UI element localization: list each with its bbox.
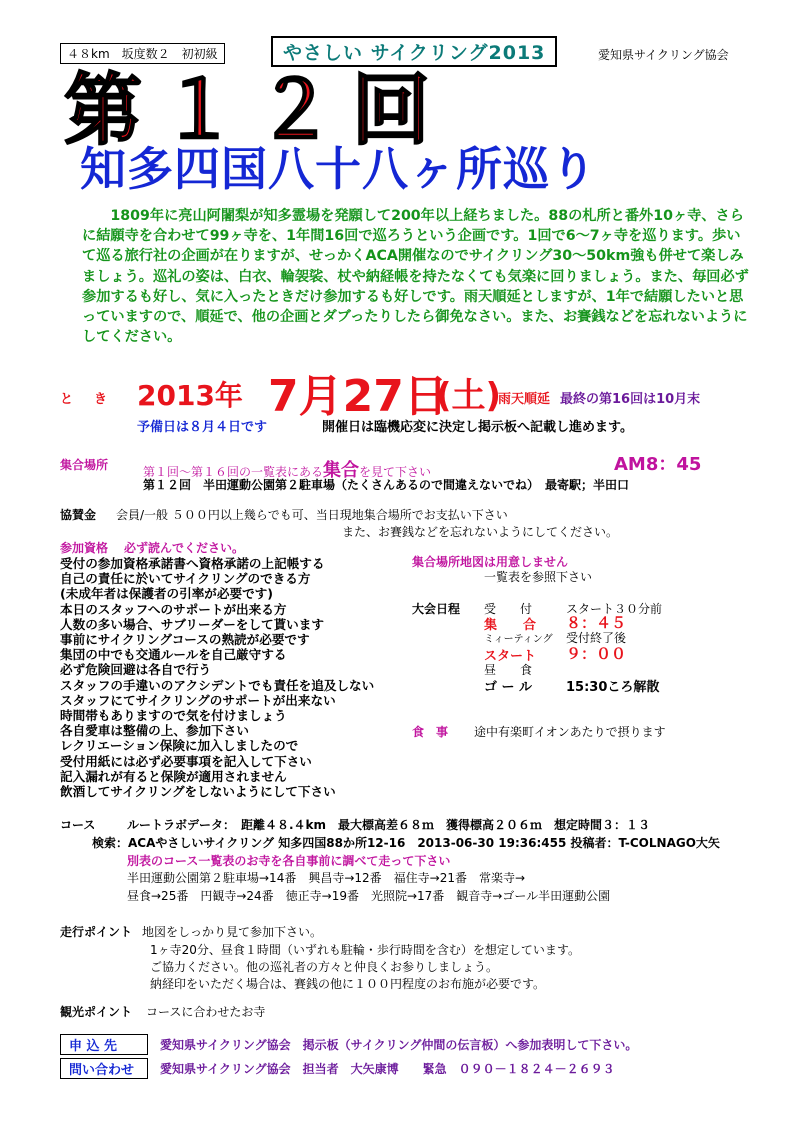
qualification-item: 本日のスタッフへのサポートが出来る方 [60,601,287,617]
riding-points-label: 走行ポイント [60,925,133,939]
riding-point-2: 1ヶ寺20分、昼食１時間（いずれも駐輪・歩行時間を含む）を想定しています。 [150,943,580,957]
map-note-sub: 一覧表を参照下さい [484,570,593,584]
qualification-item: スタッフにてサイクリングのサポートが出来ない [60,692,336,708]
meeting-time: AM8：45 [614,454,702,475]
qualification-note: 必ず読んでください。 [124,541,245,555]
schedule-start: スタート [484,649,537,664]
schedule-start-time: ９：００ [566,645,627,663]
schedule-label: 大会日程 [412,602,461,616]
riding-point-3: ご協力ください。他の巡礼者の方々と仲良くお参りしましょう。 [150,960,499,974]
riding-point-1: 地図をしっかり見て参加下さい。 [142,925,323,939]
course-route-data: ルートラボデータ： 距離４８.４km 最大標高差６８ｍ 獲得標高２０６ｍ 想定時間３：１３ [127,818,651,832]
course-label: コース [60,818,96,832]
qualification-item: レクリエーション保険に加入しましたので [60,738,299,754]
schedule-goal-time: 15:30ころ解散 [566,680,660,695]
schedule-lunch: 昼 食 [484,663,533,677]
qualification-item: 飲酒してサイクリングをしないようにして下さい [60,784,336,799]
sightseeing-text: コースに合わせたお寺 [146,1005,266,1019]
qualification-label: 参加資格 [60,541,109,555]
course-advice: 別表のコース一覧表のお寺を各自事前に調べて走って下さい [127,854,451,868]
organizer: 愛知県サイクリング協会 [598,48,729,62]
fee-line2: また、お賽銭などを忘れないようにしてください。 [342,525,619,539]
schedule-goal: ゴ ー ル [484,680,533,695]
qualification-item: 受付の参加資格承諾書へ資格承諾の上記帳する [60,556,325,571]
meeting-text-before: 第１回～第１６回の一覧表にある [143,465,324,479]
meeting-place: 第１２回 半田運動公園第２駐車場（たくさんあるので間違えないでね） 最寄駅；半田口 [143,478,630,492]
fee-label: 協賛金 [60,508,97,522]
map-note-title: 集合場所地図は用意しません [412,555,569,569]
meal-label: 食 事 [412,725,449,739]
riding-point-4: 納経印をいただく場合は、賽銭の他に１００円程度のお布施が必要です。 [150,977,546,991]
qualification-item: 記入漏れが有ると保険が適用されません [60,768,287,784]
contact-text: 愛知県サイクリング協会 担当者 大矢康博 緊急 ０９０－１８２４－２６９３ [160,1062,615,1076]
meeting-highlight: 集合 [323,460,360,481]
course-spec-tag: ４８km 坂度数２ 初初級 [60,43,225,64]
schedule-meeting-time: 受付終了後 [566,631,627,645]
qualification-item: スタッフの手違いのアクシデントでも責任を追及しない [60,677,375,693]
schedule-assembly-time: ８：４５ [566,614,627,632]
final-edition-note: 最終の第16回は10月末 [560,392,701,407]
qualification-item: 各自愛車は整備の上、参加下さい [60,723,249,739]
qualification-item: 自己の責任に於いてサイクリングのできる方 [60,571,311,587]
meal-text: 途中有楽町イオンあたりで摂ります [474,725,666,739]
reserve-date: 予備日は８月４日です [137,420,268,435]
qualification-item: 人数の多い場合、サブリーダーをして貰います [60,616,324,632]
application-label: 申 込 先 [60,1034,148,1055]
event-subtitle: 知多四国八十八ヶ所巡り [80,142,597,196]
edition-title: 第１２回 [64,66,449,156]
meeting-label: 集合場所 [60,458,109,472]
schedule-reception: 受 付 [484,602,533,616]
qualification-item: 集団の中でも交通ルールを自己厳守する [60,647,287,663]
date-year: 2013年 [137,379,243,412]
contact-label: 問い合わせ [60,1058,148,1079]
date-weekday: (土) [436,376,502,416]
application-text: 愛知県サイクリング協会 掲示板（サイクリング仲間の伝言板）へ参加表明して下さい。 [160,1038,638,1052]
qualification-item: (未成年者は保護者の引率が必要です) [60,586,274,602]
course-route-1: 半田運動公園第２駐車場→14番 興昌寺→12番 福住寺→21番 常楽寺→ [127,871,526,885]
rain-postpone: 雨天順延 [498,392,551,407]
event-series-title: やさしい サイクリング2013 [271,36,557,67]
date-label: と き [60,392,112,407]
date-notice: 開催日は臨機応変に決定し掲示板へ記載し進めます。 [322,420,633,435]
qualification-item: 必ず危険回避は各自で行う [60,662,212,678]
course-route-2: 昼食→25番 円観寺→24番 徳正寺→19番 光照院→17番 観音寺→ゴール半田運動公園 [127,889,611,903]
qualification-item: 事前にサイクリングコースの熟読が必要です [60,632,310,647]
qualification-item: 受付用紙には必ず必要事項を記入して下さい [60,753,312,769]
intro-paragraph: 1809年に亮山阿闍梨が知多霊場を発願して200年以上経ちました。88の札所と番外10ヶ寺、さらに結願寺を合わせて99ヶ寺を、1年間16回で巡ろうという企画です。1回で6～7ヶ寺を巡ります。歩いて巡る旅行社の企画が在りますが、せっかくACA開催なのでサイクリング30～50km強も併せて楽しみましょう。巡礼の姿は、白衣、輪袈裟、杖や納経帳を持たなくても気楽に回りましょう。また、毎回必ず参加するも好し、気に入ったときだけ参加するも好しです。雨天順延としますが、1年で結願したいと思っていますので、順延で、他の企画とダブったりしたら御免なさい。また、お賽銭などを忘れないようにしてください。 [82,208,749,346]
fee-line1: 会員/一般 ５００円以上幾らでも可、当日現地集合場所でお支払い下さい [116,508,508,522]
meeting-text-after: を見て下さい [359,465,432,479]
sightseeing-label: 観光ポイント [60,1005,133,1019]
qualification-item: 時間帯もありますので気を付けましょう [60,708,287,723]
schedule-assembly: 集 合 [484,618,537,633]
date-day: 7月27日 [268,371,448,422]
schedule-meeting: ミィーティング [484,634,553,645]
course-search: 検索：ACAやさしいサイクリング 知多四国88か所12-16 2013-06-30 19:36:455 投稿者：T-COLNAGO大矢 [92,836,720,850]
schedule-reception-time: スタート３０分前 [566,602,663,616]
